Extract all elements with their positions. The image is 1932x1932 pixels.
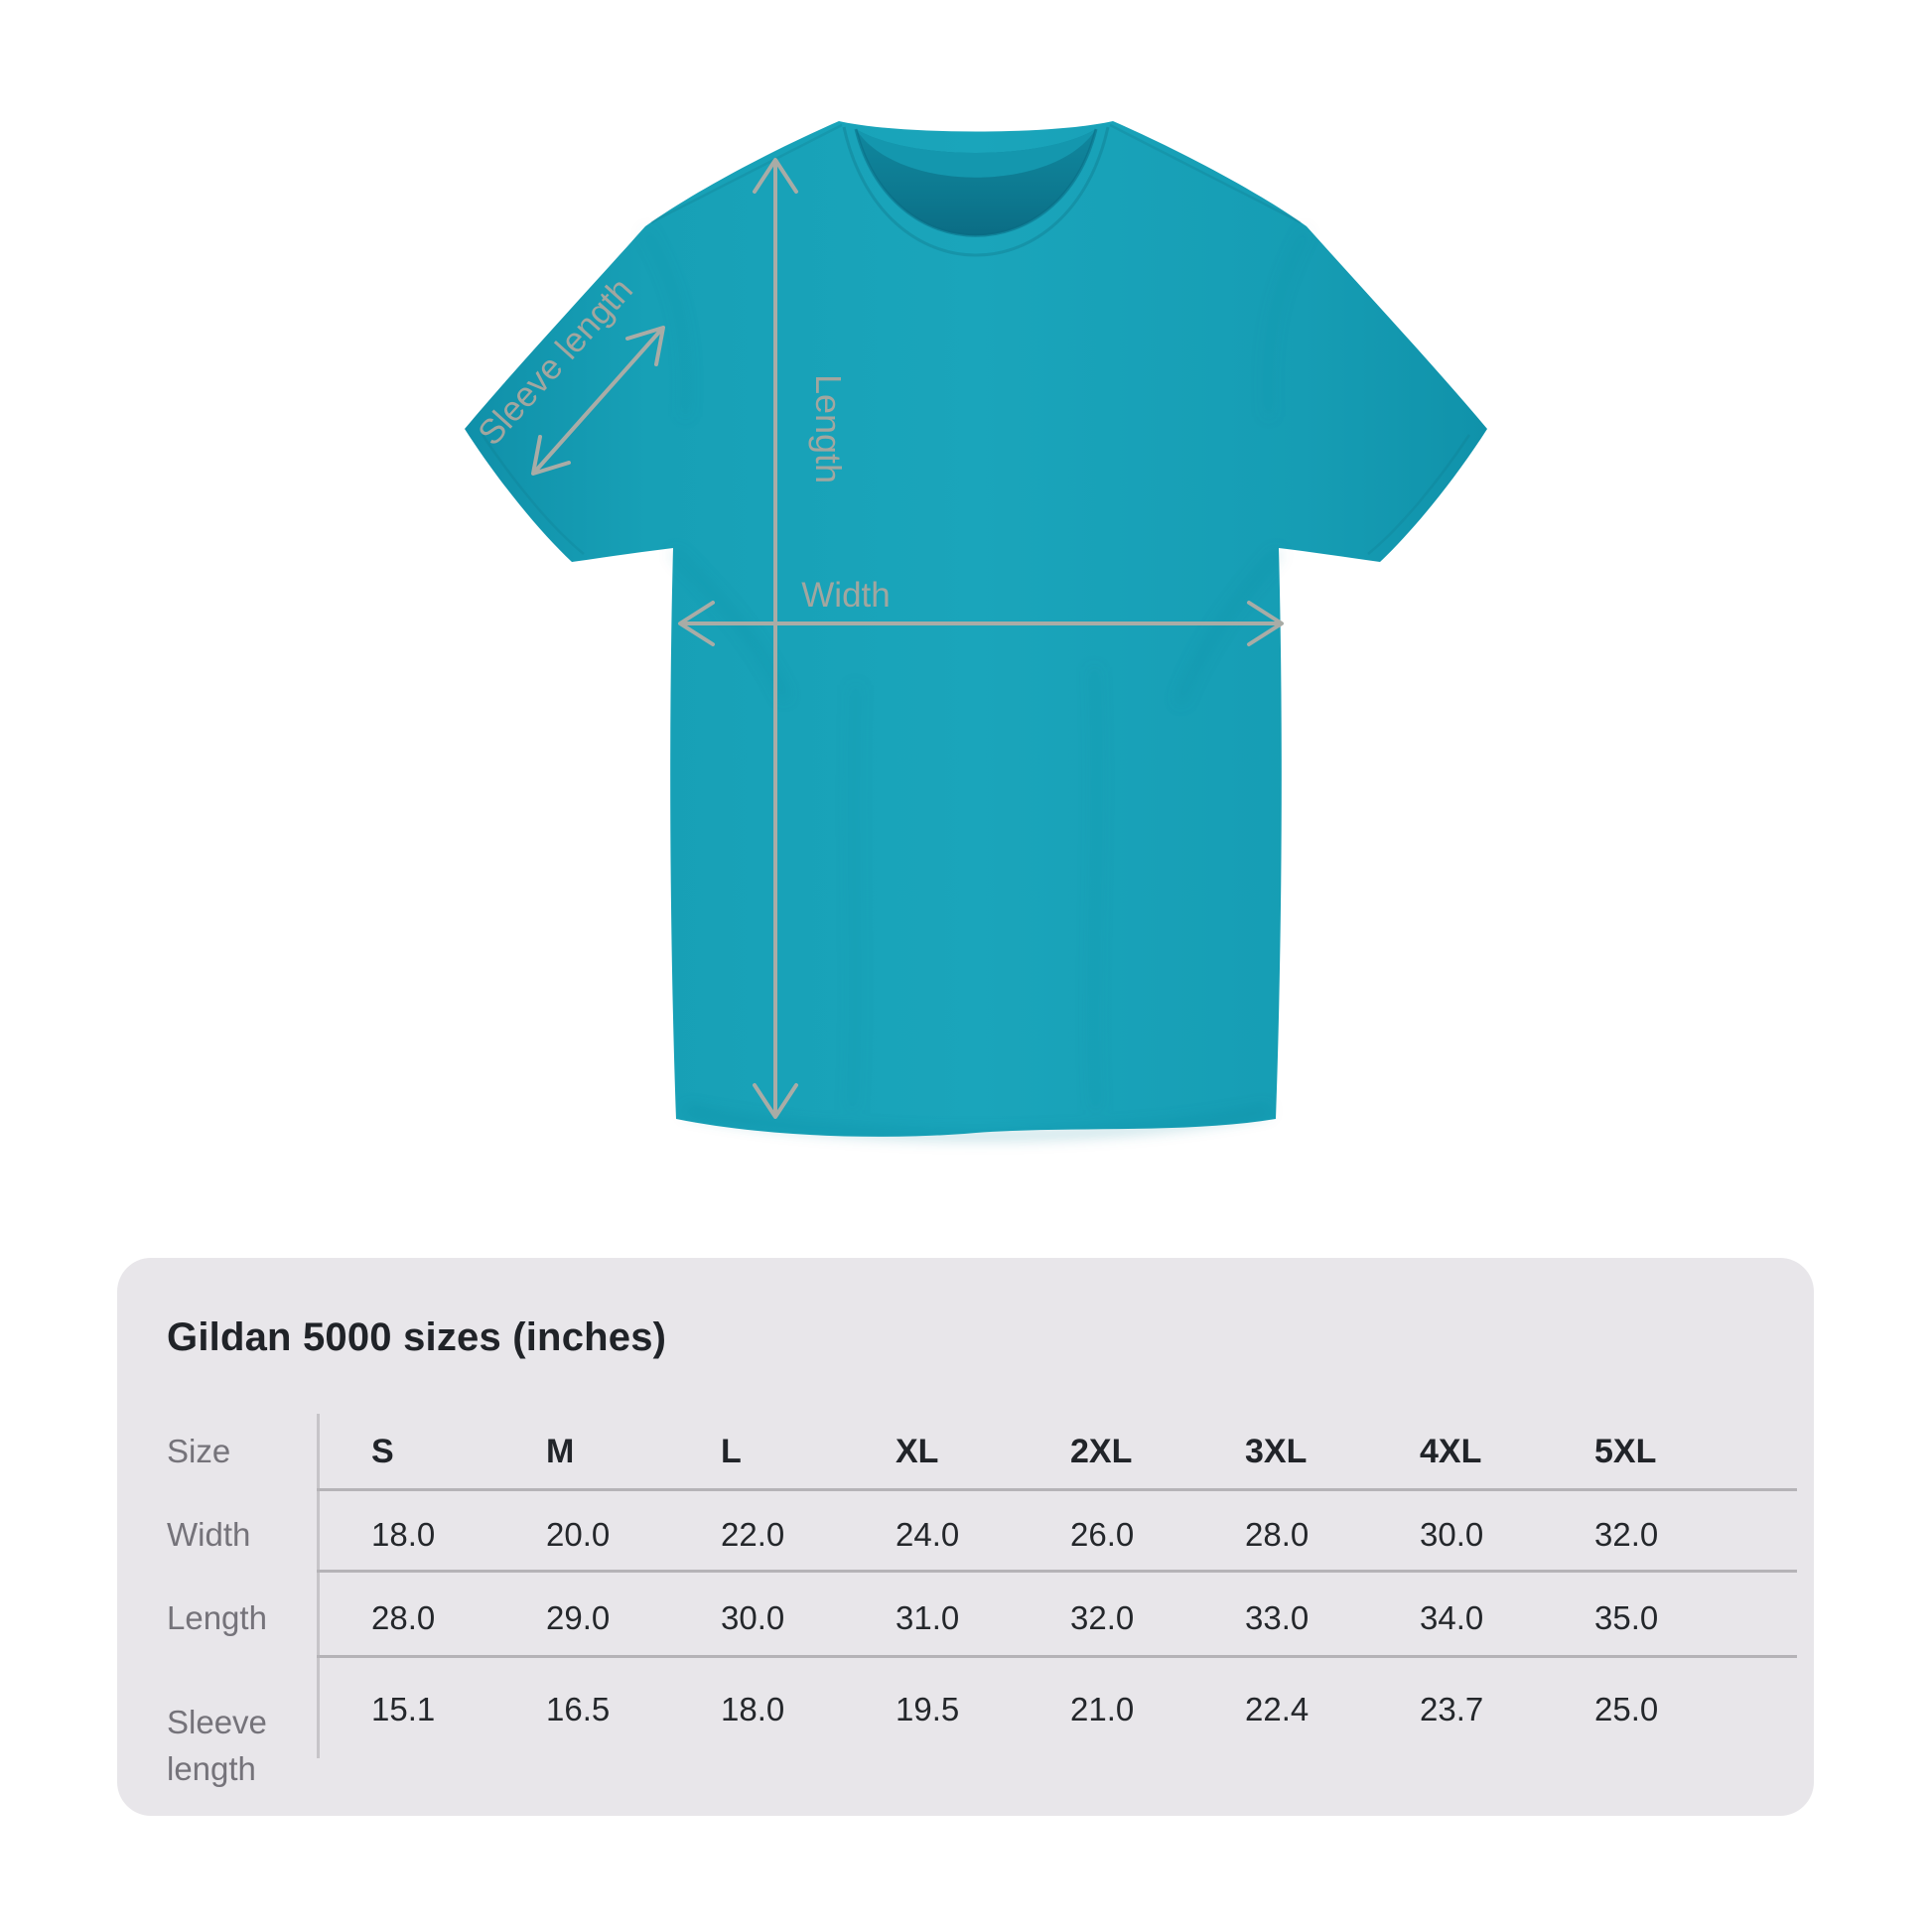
sleeve-length-label: Sleeve length <box>470 270 640 454</box>
column-header-3xl: 3XL <box>1245 1433 1308 1470</box>
table-divider <box>317 1655 1797 1658</box>
tshirt-body <box>465 121 1487 1137</box>
length-label: Length <box>808 373 849 484</box>
table-divider <box>317 1570 1797 1573</box>
table-row <box>167 1510 1735 1560</box>
size-value: 20.0 <box>546 1516 611 1553</box>
table-row <box>167 1685 1735 1792</box>
size-value: 31.0 <box>896 1599 960 1636</box>
column-header-l: L <box>721 1433 742 1470</box>
row-label: Length <box>167 1599 267 1636</box>
column-header-4xl: 4XL <box>1420 1433 1482 1470</box>
table-header-row <box>167 1427 1735 1476</box>
size-value: 34.0 <box>1420 1599 1484 1636</box>
column-header-s: S <box>371 1433 394 1470</box>
size-value: 30.0 <box>1420 1516 1484 1553</box>
row-label: Sleeve length <box>167 1704 267 1787</box>
row-label: Width <box>167 1516 251 1553</box>
table-divider <box>317 1488 1797 1491</box>
size-value: 24.0 <box>896 1516 960 1553</box>
size-table-card <box>117 1258 1814 1816</box>
corner-label: Size <box>167 1433 231 1469</box>
size-value: 30.0 <box>721 1599 785 1636</box>
size-value: 32.0 <box>1594 1516 1659 1553</box>
size-value: 26.0 <box>1070 1516 1135 1553</box>
size-value: 35.0 <box>1594 1599 1659 1636</box>
size-value: 19.5 <box>896 1691 960 1727</box>
size-value: 28.0 <box>1245 1516 1310 1553</box>
size-value: 18.0 <box>721 1691 785 1727</box>
column-header-5xl: 5XL <box>1594 1433 1657 1470</box>
size-value: 21.0 <box>1070 1691 1135 1727</box>
size-value: 22.0 <box>721 1516 785 1553</box>
size-value: 25.0 <box>1594 1691 1659 1727</box>
size-value: 28.0 <box>371 1599 436 1636</box>
size-value: 32.0 <box>1070 1599 1135 1636</box>
table-title: Gildan 5000 sizes (inches) <box>167 1315 667 1359</box>
size-value: 16.5 <box>546 1691 611 1727</box>
table-row <box>167 1593 1735 1643</box>
size-value: 15.1 <box>371 1691 436 1727</box>
width-label: Width <box>801 576 891 615</box>
size-value: 18.0 <box>371 1516 436 1553</box>
size-value: 33.0 <box>1245 1599 1310 1636</box>
column-header-2xl: 2XL <box>1070 1433 1133 1470</box>
column-header-m: M <box>546 1433 575 1470</box>
size-value: 22.4 <box>1245 1691 1310 1727</box>
size-value: 23.7 <box>1420 1691 1484 1727</box>
size-value: 29.0 <box>546 1599 611 1636</box>
column-header-xl: XL <box>896 1433 939 1470</box>
